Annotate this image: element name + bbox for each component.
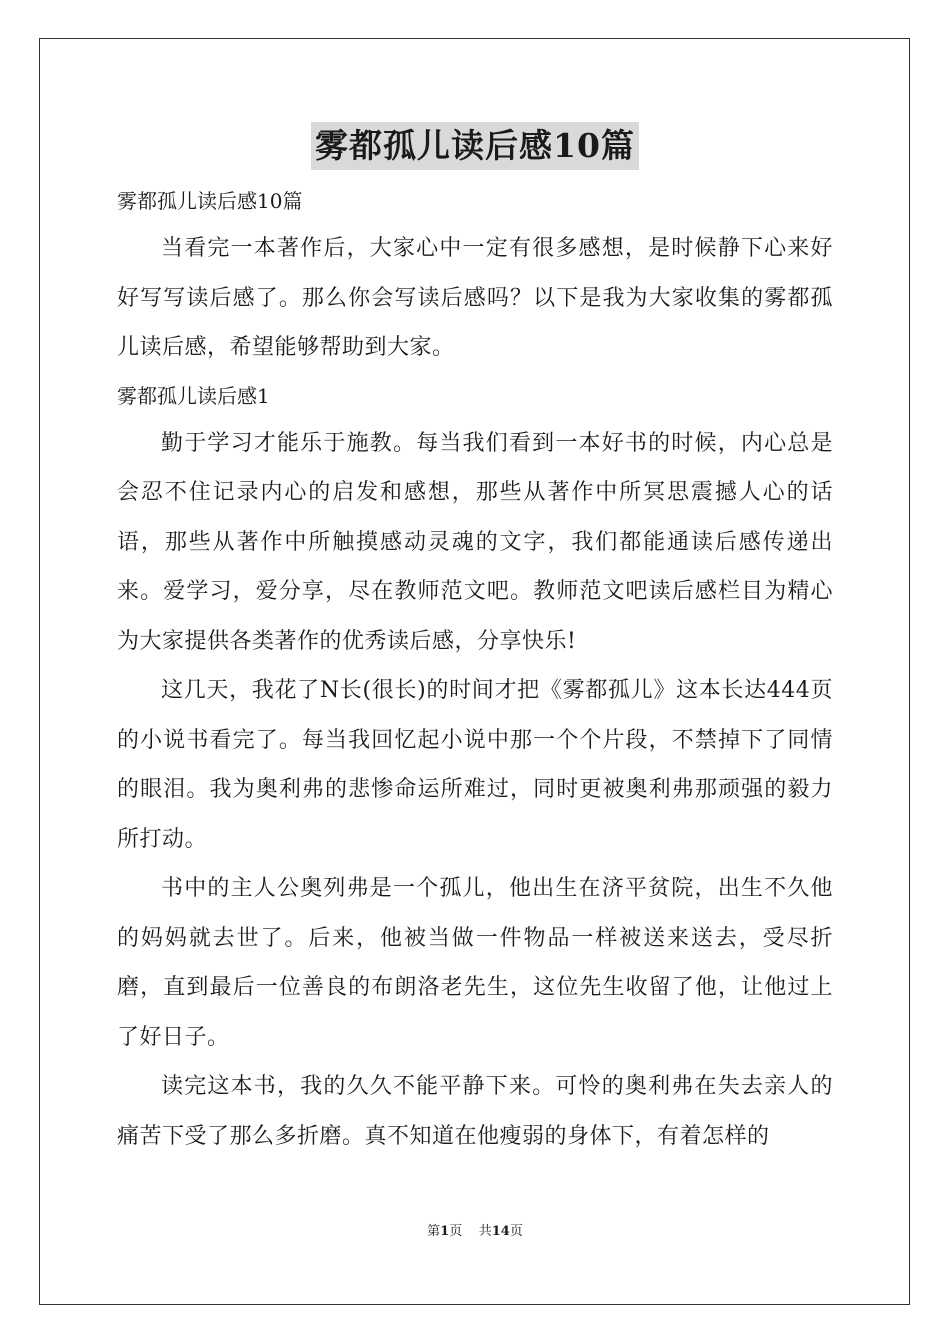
total-prefix: 共 — [478, 1224, 492, 1239]
page-prefix: 第 — [427, 1224, 441, 1239]
section-heading: 雾都孤儿读后感1 — [117, 383, 270, 408]
intro-paragraph: 当看完一本著作后，大家心中一定有很多感想，是时候静下心来好好写写读后感了。那么你会写读后感吗？以下是我为大家收集的雾都孤儿读后感，希望能够帮助到大家。 — [117, 236, 833, 360]
document-subtitle: 雾都孤儿读后感10篇 — [117, 189, 303, 213]
document-body — [117, 178, 833, 1161]
total-suffix: 页 — [509, 1224, 523, 1239]
page-suffix: 页 — [449, 1224, 463, 1239]
document-title-block — [0, 122, 950, 170]
body-paragraph-1: 勤于学习才能乐于施教。每当我们看到一本好书的时候，内心总是会忍不住记录内心的启发和感想，那些从著作中所冥思震撼人心的话语，那些从著作中所触摸感动灵魂的文字，我们都能通读后感传递出来。爱学习，爱分享，尽在教师范文吧。教师范文吧读后感栏目为精心为大家提供各类著作的优秀读后感，分享快乐! — [117, 430, 833, 654]
body-paragraph-2: 这几天，我花了N长(很长)的时间才把《雾都孤儿》这本长达444页的小说书看完了。每当我回忆起小说中那一个个片段，不禁掉下了同情的眼泪。我为奥利弗的悲惨命运所难过，同时更被奥利弗那顽强的毅力所打动。 — [117, 678, 833, 852]
total-pages: 14 — [491, 1224, 510, 1239]
body-paragraph-3: 书中的主人公奥列弗是一个孤儿，他出生在济平贫院，出生不久他的妈妈就去世了。后来，他被当做一件物品一样被送来送去，受尽折磨，直到最后一位善良的布朗洛老先生，这位先生收留了他，让他过上了好日子。 — [117, 876, 833, 1050]
page-number: 1 — [440, 1224, 450, 1239]
body-paragraph-4: 读完这本书，我的久久不能平静下来。可怜的奥利弗在失去亲人的痛苦下受了那么多折磨。真不知道在他瘦弱的身体下，有着怎样的 — [117, 1074, 833, 1149]
page-footer — [0, 1220, 950, 1239]
document-title: 雾都孤儿读后感10篇 — [311, 122, 639, 170]
